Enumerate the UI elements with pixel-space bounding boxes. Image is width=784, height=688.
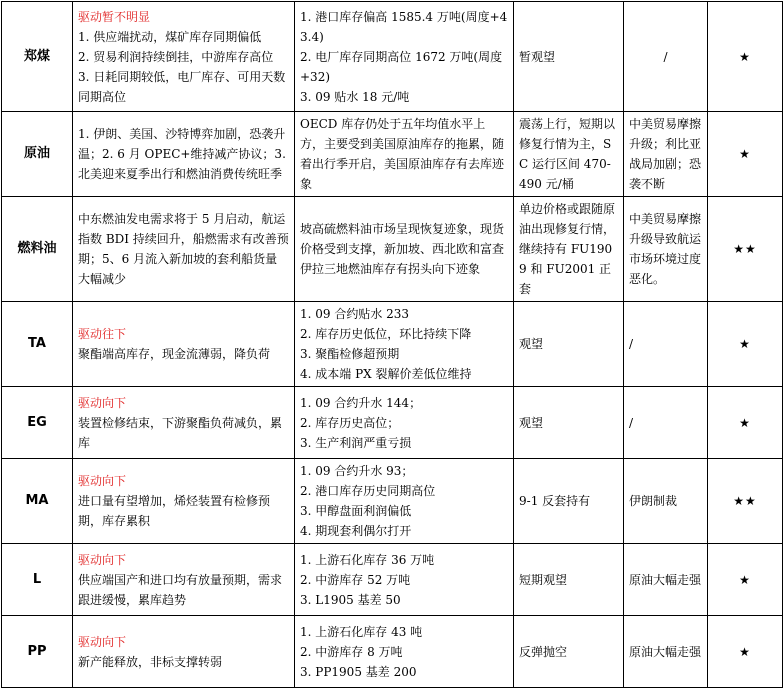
drive-label: 驱动向下 <box>78 552 127 567</box>
market-line: OECD 库存仍处于五年均值水平上方，主要受到美国原油库存的拖累，随着出行季开启，美国原油库存有去库迹象 <box>300 117 505 191</box>
table-row <box>2 112 783 197</box>
table-row <box>2 616 783 688</box>
market-line: 2. 中游库存 52 万吨 <box>300 572 411 587</box>
table-row <box>2 2 783 112</box>
strategy-cell: 震荡上行，短期以修复行情为主，SC 运行区间 470-490 元/桶 <box>514 112 624 197</box>
fundamental-line: 3. 日耗同期较低，电厂库存、可用天数同期高位 <box>78 69 286 104</box>
risk-cell: 原油大幅走强 <box>624 544 708 616</box>
commodity-name: 郑煤 <box>2 2 73 112</box>
risk-cell: 中美贸易摩擦升级；利比亚战局加剧；恐袭不断 <box>624 112 708 197</box>
market-line: 2. 库存历史低位，环比持续下降 <box>300 327 472 341</box>
strategy-cell: 短期观望 <box>514 544 624 616</box>
market-line: 4. 成本端 PX 裂解价差低位维持 <box>300 367 472 381</box>
fundamental-line: 1. 伊朗、美国、沙特博弈加剧，恐袭升温；2. 6 月 OPEC+维持减产协议；3. 北美迎来夏季出行和燃油消费传统旺季 <box>78 127 286 181</box>
risk-cell: 原油大幅走强 <box>624 616 708 688</box>
fundamental-cell <box>73 387 295 459</box>
market-cell <box>295 459 514 544</box>
market-cell <box>295 387 514 459</box>
commodity-name: 原油 <box>2 112 73 197</box>
market-line: 3. L1905 基差 50 <box>300 592 401 607</box>
strategy-cell: 观望 <box>514 302 624 387</box>
table-row <box>2 302 783 387</box>
commodity-name: EG <box>2 387 73 459</box>
fundamental-line: 供应端国产和进口均有放量预期，需求跟进缓慢，累库趋势 <box>78 572 283 607</box>
market-cell <box>295 112 514 197</box>
market-line: 2. 中游库存 8 万吨 <box>300 644 403 659</box>
market-line: 1. 09 合约贴水 233 <box>300 307 410 321</box>
fundamental-cell <box>73 112 295 197</box>
risk-cell: 中美贸易摩擦升级导致航运市场环境过度恶化。 <box>624 197 708 302</box>
market-cell <box>295 616 514 688</box>
commodity-name: MA <box>2 459 73 544</box>
market-line: 1. 港口库存偏高 1585.4 万吨(周度+43.4) <box>300 9 508 44</box>
drive-label: 驱动向下 <box>78 395 127 410</box>
fundamental-line: 聚酯端高库存，现金流薄弱，降负荷 <box>78 347 271 361</box>
risk-cell: / <box>624 302 708 387</box>
rating-stars-icon: ★ <box>708 2 783 112</box>
rating-stars-icon: ★ <box>708 544 783 616</box>
market-line: 4. 期现套利偶尔打开 <box>300 524 412 538</box>
drive-label: 驱动向下 <box>78 474 127 488</box>
market-line: 3. 聚酯检修超预期 <box>300 347 400 361</box>
rating-stars-icon: ★ <box>708 112 783 197</box>
market-line: 1. 09 合约升水 93； <box>300 464 414 478</box>
market-line: 3. 甲醇盘面利润偏低 <box>300 504 412 518</box>
market-cell <box>295 2 514 112</box>
market-line: 2. 港口库存历史同期高位 <box>300 484 436 498</box>
commodity-name: 燃料油 <box>2 197 73 302</box>
fundamental-cell <box>73 302 295 387</box>
risk-cell: / <box>624 387 708 459</box>
rating-stars-icon: ★★ <box>708 459 783 544</box>
market-line: 2. 库存历史高位； <box>300 415 400 430</box>
market-cell <box>295 544 514 616</box>
drive-label: 驱动暂不明显 <box>78 9 151 24</box>
fundamental-line: 中东燃油发电需求将于 5 月启动，航运指数 BDI 持续回升，船燃需求有改善预期；5、6 月流入新加坡的套利船货量大幅减少 <box>78 212 289 286</box>
table-row <box>2 197 783 302</box>
market-line: 坡高硫燃料油市场呈现恢复迹象，现货价格受到支撑，新加坡、西北欧和富查伊拉三地燃油库存有拐头向下迹象 <box>300 222 505 276</box>
strategy-cell: 9-1 反套持有 <box>514 459 624 544</box>
market-line: 1. 09 合约升水 144； <box>300 395 422 410</box>
table-row <box>2 387 783 459</box>
market-line: 3. PP1905 基差 200 <box>300 664 417 679</box>
commodity-name: L <box>2 544 73 616</box>
strategy-cell: 单边价格或跟随原油出现修复行情，继续持有 FU1909 和 FU2001 正套 <box>514 197 624 302</box>
market-line: 3. 09 贴水 18 元/吨 <box>300 89 410 104</box>
commodity-name: TA <box>2 302 73 387</box>
table-row <box>2 544 783 616</box>
strategy-cell: 暂观望 <box>514 2 624 112</box>
commodity-strategy-table <box>1 1 783 688</box>
market-line: 1. 上游石化库存 36 万吨 <box>300 552 435 567</box>
fundamental-cell <box>73 2 295 112</box>
rating-stars-icon: ★ <box>708 387 783 459</box>
risk-cell: / <box>624 2 708 112</box>
market-line: 3. 生产利润严重亏损 <box>300 435 412 450</box>
fundamental-cell <box>73 544 295 616</box>
market-cell <box>295 302 514 387</box>
fundamental-cell <box>73 616 295 688</box>
table-row <box>2 459 783 544</box>
market-cell <box>295 197 514 302</box>
rating-stars-icon: ★ <box>708 302 783 387</box>
fundamental-line: 装置检修结束，下游聚酯负荷减负，累库 <box>78 415 283 450</box>
risk-cell: 伊朗制裁 <box>624 459 708 544</box>
market-line: 2. 电厂库存同期高位 1672 万吨(周度+32) <box>300 49 503 84</box>
commodity-name: PP <box>2 616 73 688</box>
fundamental-line: 新产能释放，非标支撑转弱 <box>78 654 223 669</box>
rating-stars-icon: ★★ <box>708 197 783 302</box>
fundamental-cell <box>73 197 295 302</box>
drive-label: 驱动往下 <box>78 327 127 341</box>
market-line: 1. 上游石化库存 43 吨 <box>300 624 423 639</box>
fundamental-cell <box>73 459 295 544</box>
drive-label: 驱动向下 <box>78 634 127 649</box>
fundamental-line: 2. 贸易利润持续倒挂，中游库存高位 <box>78 49 274 64</box>
fundamental-line: 进口量有望增加，烯烃装置有检修预期，库存累积 <box>78 494 271 528</box>
strategy-cell: 反弹抛空 <box>514 616 624 688</box>
strategy-cell: 观望 <box>514 387 624 459</box>
rating-stars-icon: ★ <box>708 616 783 688</box>
fundamental-line: 1. 供应端扰动，煤矿库存同期偏低 <box>78 29 262 44</box>
